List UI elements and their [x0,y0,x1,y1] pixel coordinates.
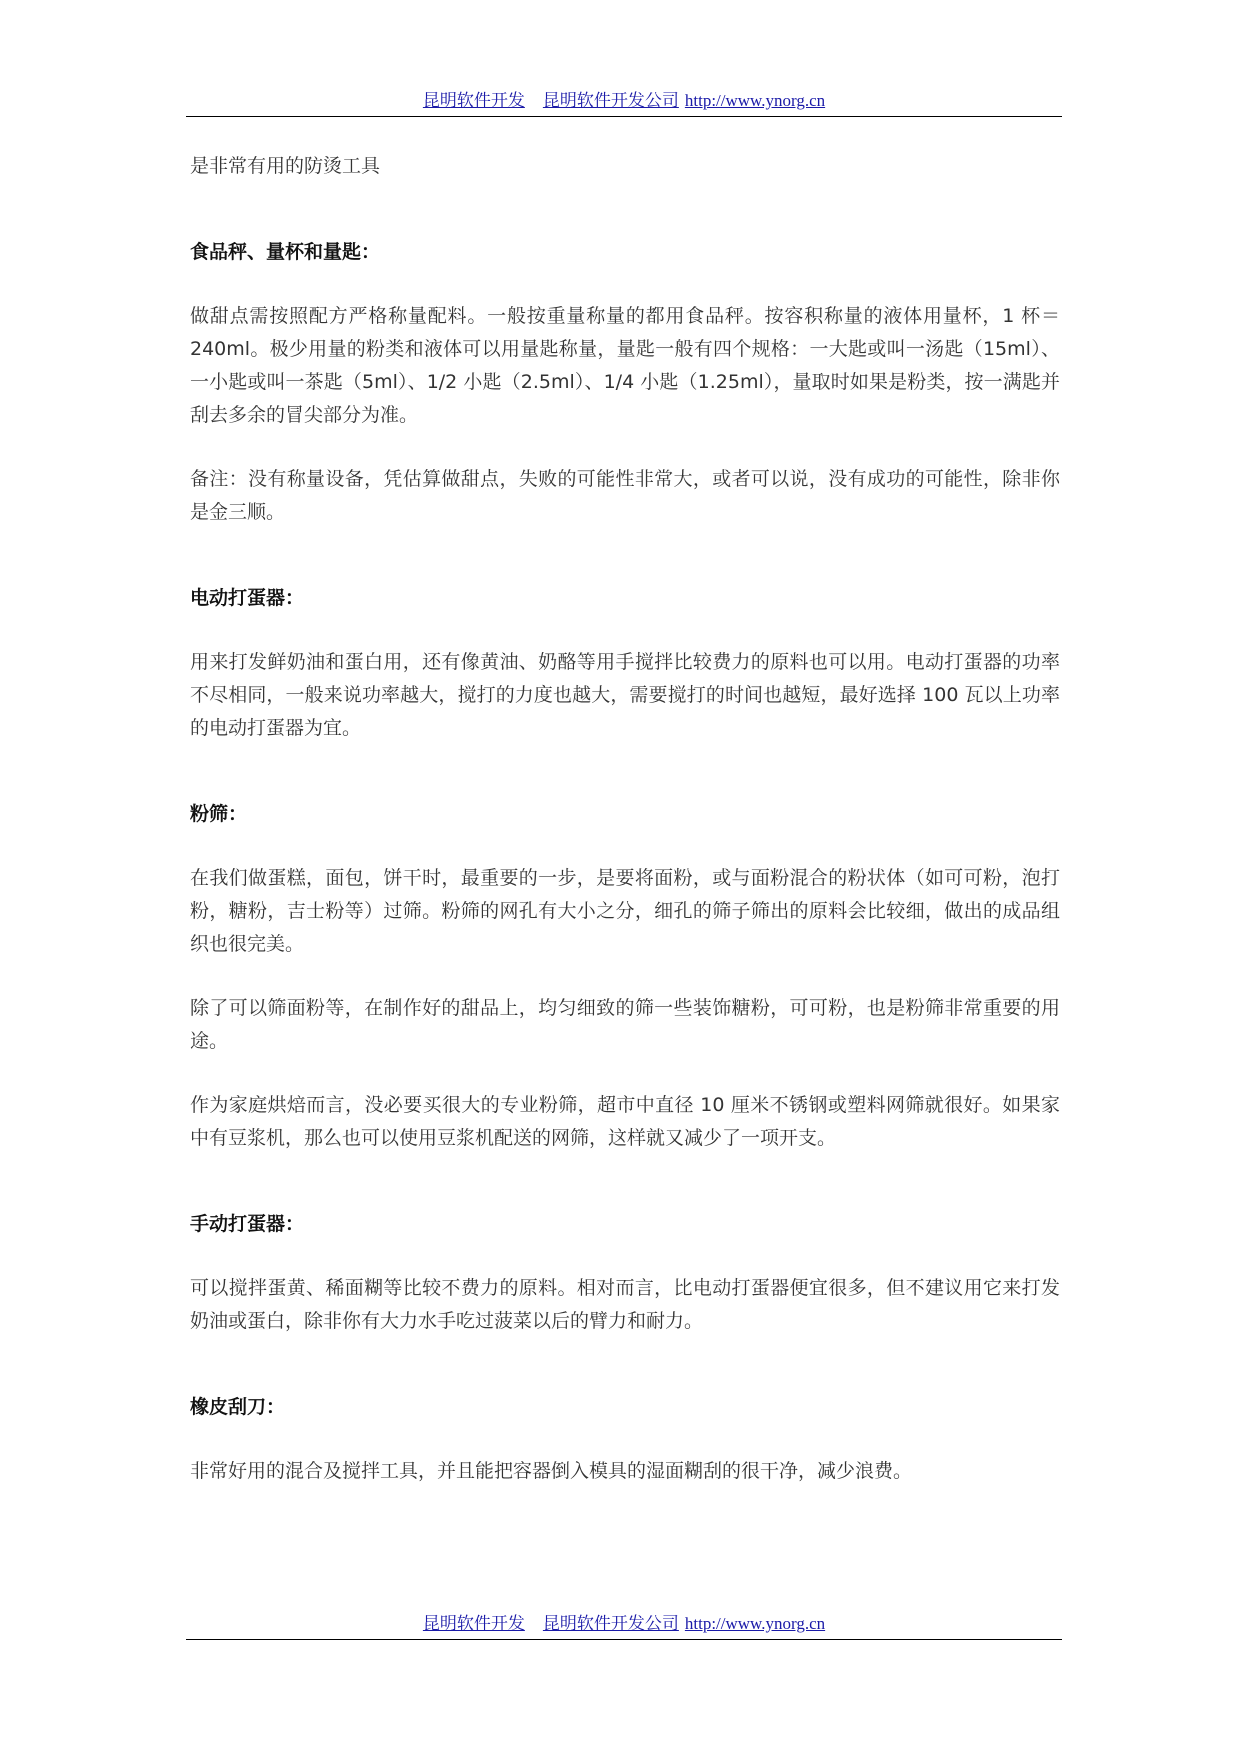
header-link-software-dev[interactable]: 昆明软件开发 [422,91,525,110]
page-header [186,90,1062,112]
note-paragraph: 备注：没有称量设备，凭估算做甜点，失败的可能性非常大，或者可以说，没有成功的可能性，除非你是金三顺。 [190,468,1060,523]
section-heading-manual-whisk: 手动打蛋器： [190,1213,305,1235]
footer-link-url[interactable]: http://www.ynorg.cn [684,1614,826,1633]
header-divider [186,116,1062,117]
section-heading-rubber-spatula: 橡皮刮刀： [190,1396,286,1418]
footer-link-software-company[interactable]: 昆明软件开发公司 [542,1614,679,1633]
paragraph: 用来打发鲜奶油和蛋白用，还有像黄油、奶酪等用手搅拌比较费力的原料也可以用。电动打蛋器的功率不尽相同，一般来说功率越大，搅打的力度也越大，需要搅打的时间也越短，最好选择 100 瓦以上功率的电动打蛋器为宜。 [190,651,1060,739]
page-footer [186,1613,1062,1635]
paragraph: 可以搅拌蛋黄、稀面糊等比较不费力的原料。相对而言，比电动打蛋器便宜很多，但不建议用它来打发奶油或蛋白，除非你有大力水手吃过菠菜以后的臂力和耐力。 [190,1277,1060,1332]
paragraph: 做甜点需按照配方严格称量配料。一般按重量称量的都用食品秤。按容积称量的液体用量杯，1 杯＝240ml。极少用量的粉类和液体可以用量匙称量，量匙一般有四个规格：一大匙或叫一汤匙（15ml）、一小匙或叫一茶匙（5ml）、1/2 小匙（2.5ml）、1/4 小匙（1.25ml），量取时如果是粉类，按一满匙并刮去多余的冒尖部分为准。 [190,305,1060,426]
intro-paragraph: 是非常有用的防烫工具 [190,155,381,177]
document-body [190,150,1060,1488]
header-link-url[interactable]: http://www.ynorg.cn [684,91,826,110]
footer-link-software-dev[interactable]: 昆明软件开发 [422,1614,525,1633]
footer-divider [186,1639,1062,1640]
paragraph: 除了可以筛面粉等，在制作好的甜品上，均匀细致的筛一些装饰糖粉，可可粉，也是粉筛非常重要的用途。 [190,997,1060,1052]
section-heading-flour-sieve: 粉筛： [190,803,248,825]
header-link-software-company[interactable]: 昆明软件开发公司 [542,91,679,110]
section-heading-electric-mixer: 电动打蛋器： [190,587,305,609]
paragraph: 在我们做蛋糕，面包，饼干时，最重要的一步，是要将面粉，或与面粉混合的粉状体（如可可粉，泡打粉，糖粉，吉士粉等）过筛。粉筛的网孔有大小之分，细孔的筛子筛出的原料会比较细，做出的成品组织也很完美。 [190,867,1060,955]
paragraph: 非常好用的混合及搅拌工具，并且能把容器倒入模具的湿面糊刮的很干净，减少浪费。 [190,1460,913,1482]
section-heading-scales: 食品秤、量杯和量匙： [190,241,381,263]
paragraph: 作为家庭烘焙而言，没必要买很大的专业粉筛，超市中直径 10 厘米不锈钢或塑料网筛就很好。如果家中有豆浆机，那么也可以使用豆浆机配送的网筛，这样就又减少了一项开支。 [190,1094,1060,1149]
